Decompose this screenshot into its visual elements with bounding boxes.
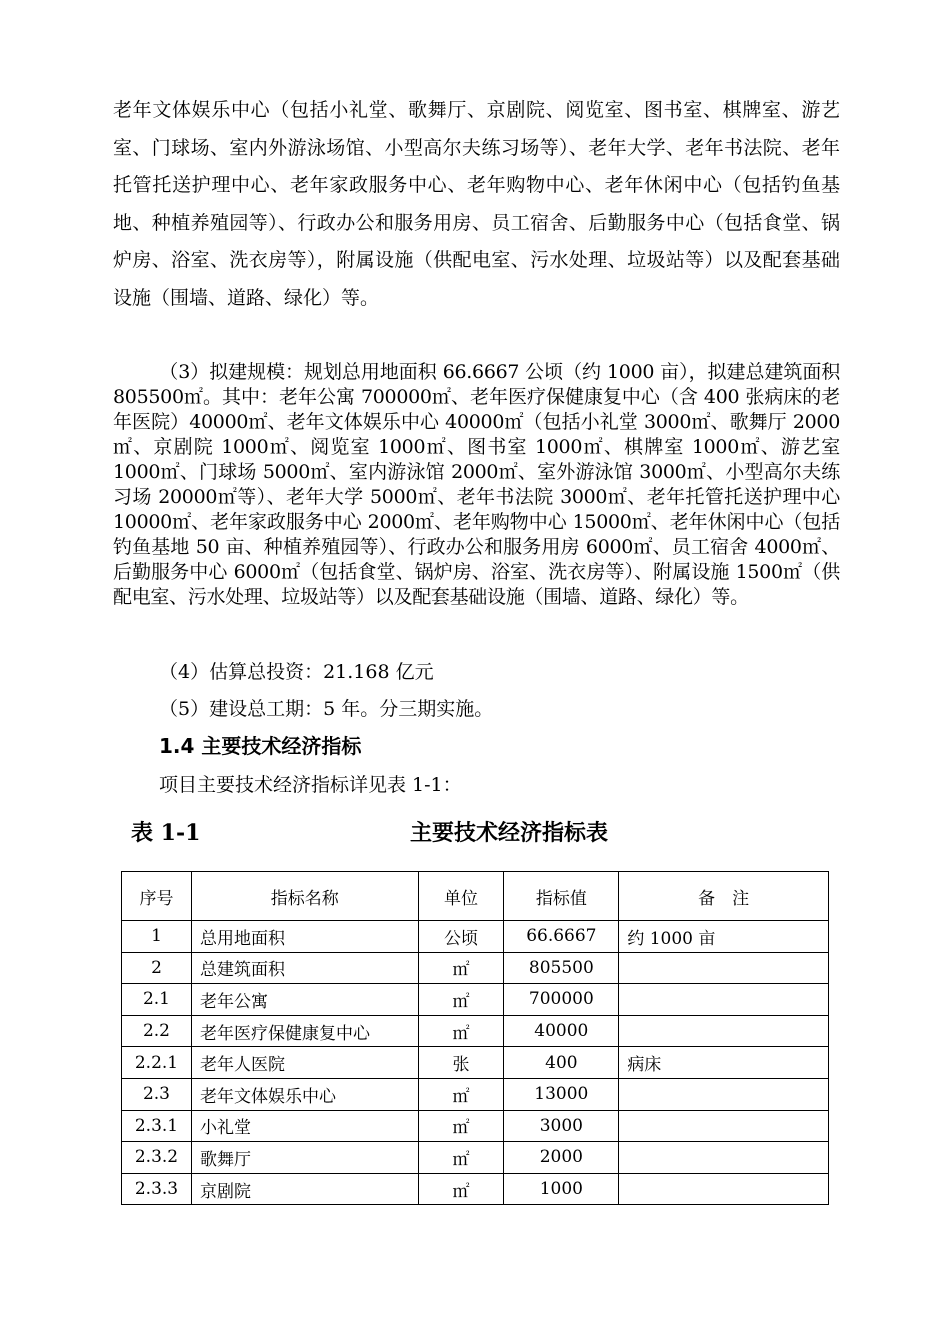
paragraph-table-intro: 项目主要技术经济指标详见表 1-1： xyxy=(159,774,462,796)
cell-note xyxy=(619,1142,829,1174)
table-row xyxy=(122,1142,829,1174)
cell-index: 1 xyxy=(122,921,192,953)
header-cell: 指标名称 xyxy=(191,872,418,921)
section-heading: 1.4 主要技术经济指标 xyxy=(159,734,362,758)
cell-value: 2000 xyxy=(504,1142,619,1174)
table-row xyxy=(122,1015,829,1047)
header-cell: 序号 xyxy=(122,872,192,921)
cell-unit: ㎡ xyxy=(418,1015,504,1047)
cell-name: 老年文体娱乐中心 xyxy=(191,1078,418,1110)
cell-unit: 公顷 xyxy=(418,921,504,953)
table-caption-number: 表 1-1 xyxy=(131,820,201,846)
cell-unit: 张 xyxy=(418,1047,504,1079)
cell-value: 1000 xyxy=(504,1173,619,1205)
cell-index: 2.3.1 xyxy=(122,1110,192,1142)
paragraph-investment: （4）估算总投资：21.168 亿元 xyxy=(159,661,434,683)
cell-unit: ㎡ xyxy=(418,1110,504,1142)
header-cell: 指标值 xyxy=(504,872,619,921)
cell-name: 小礼堂 xyxy=(191,1110,418,1142)
cell-index: 2.1 xyxy=(122,984,192,1016)
table-row xyxy=(122,984,829,1016)
cell-index: 2.3.3 xyxy=(122,1173,192,1205)
cell-name: 老年医疗保健康复中心 xyxy=(191,1015,418,1047)
cell-note xyxy=(619,952,829,984)
table-row xyxy=(122,921,829,953)
cell-index: 2.2.1 xyxy=(122,1047,192,1079)
cell-value: 400 xyxy=(504,1047,619,1079)
cell-name: 老年人医院 xyxy=(191,1047,418,1079)
table-header-row xyxy=(122,872,829,921)
cell-unit: ㎡ xyxy=(418,984,504,1016)
cell-unit: ㎡ xyxy=(418,1142,504,1174)
table-row xyxy=(122,1110,829,1142)
cell-index: 2.3.2 xyxy=(122,1142,192,1174)
cell-name: 总建筑面积 xyxy=(191,952,418,984)
indicator-table xyxy=(121,871,829,1205)
cell-value: 700000 xyxy=(504,984,619,1016)
table-row xyxy=(122,1173,829,1205)
cell-note xyxy=(619,1078,829,1110)
cell-name: 总用地面积 xyxy=(191,921,418,953)
cell-name: 京剧院 xyxy=(191,1173,418,1205)
cell-index: 2 xyxy=(122,952,192,984)
cell-name: 歌舞厅 xyxy=(191,1142,418,1174)
cell-note xyxy=(619,1110,829,1142)
table-row xyxy=(122,952,829,984)
cell-value: 40000 xyxy=(504,1015,619,1047)
paragraph-facilities: 老年文体娱乐中心（包括小礼堂、歌舞厅、京剧院、阅览室、图书室、棋牌室、游艺室、门球场、室内外游泳场馆、小型高尔夫练习场等）、老年大学、老年书法院、老年托管托送护理中心、老年家政服务中心、老年购物中心、老年休闲中心（包括钓鱼基地、种植养殖园等）、行政办公和服务用房、员工宿舍、后勤服务中心（包括食堂、锅炉房、浴室、洗衣房等），附属设施（供配电室、污水处理、垃圾站等）以及配套基础设施（围墙、道路、绿化）等。 xyxy=(113,99,840,309)
header-cell: 单位 xyxy=(418,872,504,921)
paragraph-scale xyxy=(113,360,840,610)
cell-note xyxy=(619,1173,829,1205)
cell-name: 老年公寓 xyxy=(191,984,418,1016)
cell-note: 约 1000 亩 xyxy=(619,921,829,953)
table-row xyxy=(122,1078,829,1110)
header-cell: 备 注 xyxy=(619,872,829,921)
cell-note xyxy=(619,1015,829,1047)
cell-value: 66.6667 xyxy=(504,921,619,953)
cell-value: 3000 xyxy=(504,1110,619,1142)
cell-index: 2.2 xyxy=(122,1015,192,1047)
paragraph-scale-text: （3）拟建规模：规划总用地面积 66.6667 公顷（约 1000 亩），拟建总建筑面积 805500㎡。其中：老年公寓 700000㎡、老年医疗保健康复中心（含 400 张病床的老年医院）40000㎡、老年文体娱乐中心 40000㎡（包括小礼堂 3000㎡、歌舞厅 2000㎡、京剧院 1000㎡、阅览室 1000㎡、图书室 1000㎡、棋牌室 1000㎡、游艺室 1000㎡、门球场 5000㎡、室内游泳馆 2000㎡、室外游泳馆 3000㎡、小型高尔夫练习场 20000㎡等）、老年大学 5000㎡、老年书法院 3000㎡、老年托管托送护理中心 10000㎡、老年家政服务中心 2000㎡、老年购物中心 15000㎡、老年休闲中心（包括钓鱼基地 50 亩、种植养殖园等）、行政办公和服务用房 6000㎡、员工宿舍 4000㎡、后勤服务中心 6000㎡（包括食堂、锅炉房、浴室、洗衣房等）、附属设施 1500㎡（供配电室、污水处理、垃圾站等）以及配套基础设施（围墙、道路、绿化）等。 xyxy=(113,361,840,608)
cell-value: 13000 xyxy=(504,1078,619,1110)
cell-note xyxy=(619,984,829,1016)
cell-unit: ㎡ xyxy=(418,1078,504,1110)
cell-index: 2.3 xyxy=(122,1078,192,1110)
paragraph-duration: （5）建设总工期：5 年。分三期实施。 xyxy=(159,698,494,720)
cell-unit: ㎡ xyxy=(418,952,504,984)
cell-unit: ㎡ xyxy=(418,1173,504,1205)
table-caption-title: 主要技术经济指标表 xyxy=(410,820,609,846)
cell-note: 病床 xyxy=(619,1047,829,1079)
cell-value: 805500 xyxy=(504,952,619,984)
table-row xyxy=(122,1047,829,1079)
